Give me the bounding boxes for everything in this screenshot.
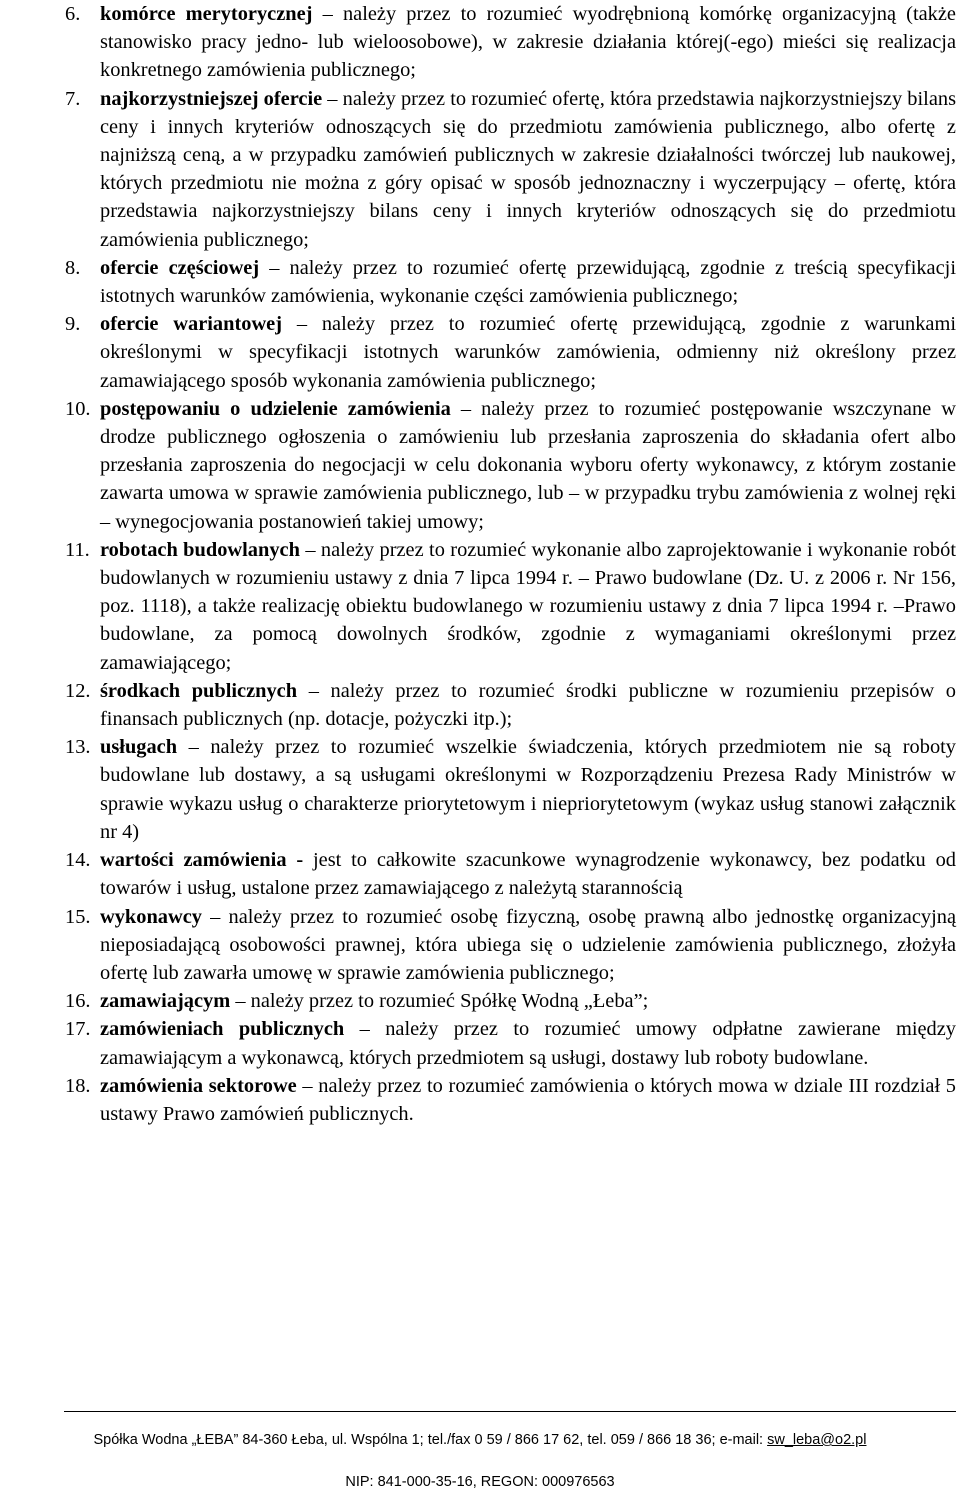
definition-body [100,395,956,536]
footer-address-line [0,1432,960,1448]
definition-text: – należy przez to rozumieć ofertę przewidującą, zgodnie z warunkami określonymi w specyfikacji istotnych warunków zamówienia, odmienny niż określony przez zamawiającego sposób wykonania zamówienia publicznego; [100,313,956,392]
definition-text: – należy przez to rozumieć Spółkę Wodną „Łeba”; [230,990,649,1013]
definition-body [100,903,956,988]
definition-text: – należy przez to rozumieć ofertę przewidującą, zgodnie z treścią specyfikacji istotnych warunków zamówienia, wykonanie części zamówienia publicznego; [100,256,956,308]
definition-body [100,1072,956,1128]
definition-term: wartości zamówienia - [100,849,304,872]
definition-number: 7. [65,87,81,110]
definition-body [100,733,956,846]
definition-item [0,85,960,254]
definition-item [0,903,960,988]
definition-number: 17. [65,1018,91,1041]
definition-number: 18. [65,1074,91,1097]
definition-term: robotach budowlanych [100,538,300,561]
footer-email-link[interactable]: sw_leba@o2.pl [767,1432,867,1448]
definition-item [0,310,960,395]
definition-number: 16. [65,990,91,1013]
definition-item [0,395,960,536]
definition-term: zamówieniach publicznych [100,1018,345,1041]
definition-text: – należy przez to rozumieć umowy odpłatne zawierane między zamawiającym a wykonawcą, których przedmiotem są usługi, dostawy lub roboty budowlane. [100,1018,957,1069]
definition-term: wykonawcy [100,905,202,928]
definition-number: 11. [65,538,90,561]
definition-term: ofercie wariantowej [100,313,283,336]
definition-item [0,1015,960,1071]
definition-body [100,310,956,395]
definition-body [100,536,956,677]
definition-number: 6. [65,3,81,25]
definition-body [100,85,956,254]
definition-term: usługach [100,736,178,759]
definition-text: jest to całkowite szacunkowe wynagrodzenie wykonawcy, bez podatku od towarów i usług, ustalone przez zamawiającego z należytą starannością [100,849,956,900]
definition-item [0,987,960,1015]
definition-item [0,1072,960,1128]
definition-body [100,846,956,902]
footer-registration-line: NIP: 841-000-35-16, REGON: 000976563 [345,1474,615,1490]
definition-number: 14. [65,849,91,872]
definition-item [0,0,960,85]
definition-body [100,677,956,733]
definition-number: 10. [65,397,91,420]
definition-text: – należy przez to rozumieć wszelkie świadczenia, których przedmiotem nie są roboty budowlane lub dostawy, a są usługami określonymi w Rozporządzeniu Prezesa Rady Ministrów w sprawie wykazu usług o charakterze priorytetowym i niepriorytetowym (wykaz usług stanowi załącznik nr 4) [100,736,956,843]
definition-term: komórce merytorycznej [100,3,313,25]
definition-term: środkach publicznych [100,679,298,702]
definition-body [100,1015,956,1071]
definition-item [0,536,960,677]
definition-number: 8. [65,256,81,279]
definition-text: – należy przez to rozumieć wyodrębnioną komórkę organizacyjną (także stanowisko pracy jedno- lub wieloosobowe), w zakresie działania której(-ego) mieści się realizacja konkretnego zamówienia publicznego; [100,3,956,82]
definition-text: – należy przez to rozumieć zamówienia o których mowa w dziale III rozdział 5 ustawy Prawo zamówień publicznych. [100,1074,956,1125]
definition-term: zamówienia sektorowe [100,1074,297,1097]
definition-body [100,0,956,85]
definition-number: 13. [65,736,91,759]
definition-body [100,254,956,310]
definition-body [100,987,956,1015]
definition-item [0,846,960,902]
definition-text: – należy przez to rozumieć postępowanie wszczynane w drodze publicznego ogłoszenia o zamówieniu lub przesłania zaproszenia do składania ofert albo przesłania zaproszenia do negocjacji w celu dokonania wyboru oferty wykonawcy, z którym zostanie zawarta umowa w sprawie zamówienia publicznego, lub – w przypadku trybu zamówienia z wolnej ręki – wynegocjowania postanowień takiej umowy; [100,397,956,533]
definition-item [0,733,960,846]
definition-text: – należy przez to rozumieć wykonanie albo zaprojektowanie i wykonanie robót budowlanych w rozumieniu ustawy z dnia 7 lipca 1994 r. – Prawo budowlane (Dz. U. z 2006 r. Nr 156, poz. 1118), a także realizację obiektu budowlanego w rozumieniu ustawy z dnia 7 lipca 1994 r. –Prawo budowlane, za pomocą dowolnych środków, zgodnie z wymaganiami określonymi przez zamawiającego; [100,538,956,674]
footer-divider [64,1411,956,1412]
definition-text: – należy przez to rozumieć środki publiczne w rozumieniu przepisów o finansach publicznych (np. dotacje, pożyczki itp.); [100,679,956,731]
definition-term: postępowaniu o udzielenie zamówienia [100,397,451,420]
definition-item [0,677,960,733]
definition-number: 15. [65,905,91,928]
definition-item [0,254,960,310]
definition-number: 9. [65,313,81,336]
definition-term: najkorzystniejszej ofercie [100,87,323,110]
definition-text: – należy przez to rozumieć ofertę, która przedstawia najkorzystniejszy bilans ceny i innych kryteriów odnoszących się do przedmiotu zamówienia publicznego, albo ofertę z najniższą ceną, a w przypadku zamówień publicznych w zakresie działalności twórczej lub naukowej, których przedmiotu nie można z góry opisać w sposób jednoznaczny i wyczerpujący – ofertę, która przedstawia najkorzystniejszy bilans ceny i innych kryteriów odnoszących się do przedmiotu zamówienia publicznego; [100,87,956,251]
footer-address: Spółka Wodna „ŁEBA” 84-360 Łeba, ul. Wspólna 1; tel./fax 0 59 / 866 17 62, tel. 059 / 866 18 36; e-mail: [93,1432,768,1448]
definition-text: – należy przez to rozumieć osobę fizyczną, osobę prawną albo jednostkę organizacyjną nieposiadającą osobowości prawnej, która ubiega się o udzielenie zamówienia publicznego, złożyła ofertę lub zawarła umowę w sprawie zamówienia publicznego; [100,905,956,984]
definition-term: zamawiającym [100,990,231,1013]
definition-term: ofercie częściowej [100,256,260,279]
definition-number: 12. [65,679,91,702]
